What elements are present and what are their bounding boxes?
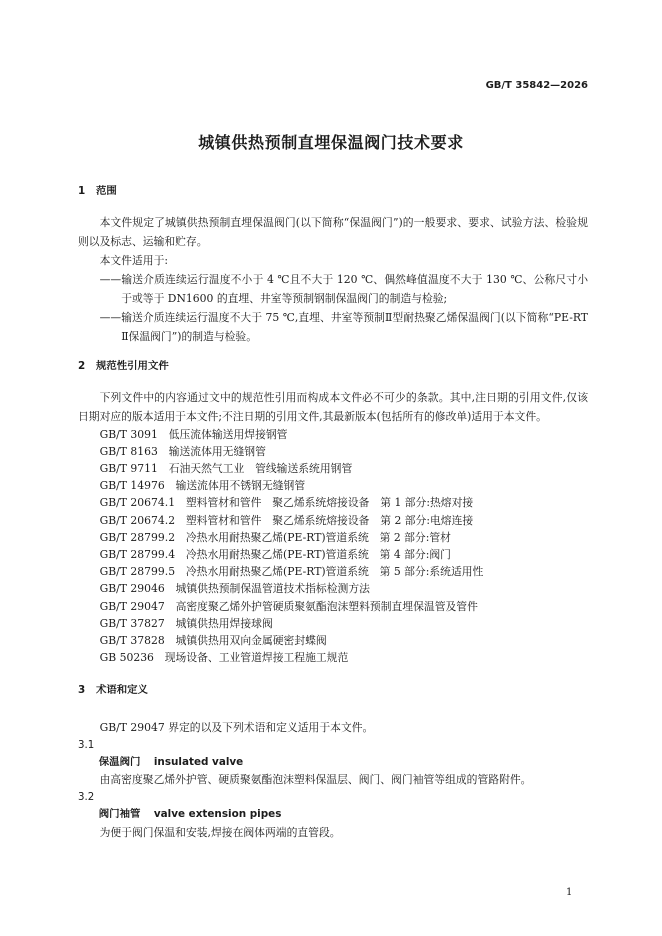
reference-list — [78, 426, 588, 667]
references-paragraph: 下列文件中的内容通过文中的规范性引用而构成本文件必不可少的条款。其中,注日期的引用文件,仅该日期对应的版本适用于本文件;不注日期的引用文件,其最新版本(包括所有的修改单)适用于本文件。 — [78, 390, 588, 423]
reference-title: 塑料管材和管件 聚乙烯系统熔接设备 第 2 部分:电熔连接 — [185, 513, 474, 527]
reference-code: GB/T 3091 — [99, 427, 158, 441]
section-number: 3 — [78, 684, 86, 697]
reference-item — [100, 443, 588, 460]
reference-code: GB 50236 — [99, 651, 154, 665]
reference-code: GB/T 29047 — [99, 599, 165, 613]
section-number: 2 — [78, 360, 86, 372]
section-heading — [78, 357, 588, 375]
reference-title: 现场设备、工业管道焊接工程施工规范 — [164, 651, 349, 665]
reference-title: 低压流体输送用焊接钢管 — [168, 427, 288, 441]
section-normative-references — [78, 357, 588, 666]
reference-title: 石油天然气工业 管线输送系统用钢管 — [168, 461, 353, 475]
reference-item — [100, 460, 588, 477]
reference-item — [100, 426, 588, 443]
term-chinese: 阀门袖管 — [98, 808, 141, 821]
reference-item — [100, 529, 588, 546]
document-body — [78, 182, 588, 841]
reference-item — [100, 546, 588, 563]
section-heading — [78, 681, 588, 699]
term-heading — [78, 806, 588, 823]
reference-item — [100, 477, 588, 494]
reference-code: GB/T 37827 — [99, 616, 165, 630]
reference-title: 城镇供热用焊接球阀 — [175, 616, 273, 630]
term-number: 3.2 — [78, 791, 95, 803]
section-heading — [78, 182, 588, 200]
reference-code: GB/T 37828 — [99, 633, 165, 647]
term-english: valve extension pipes — [153, 808, 282, 821]
term-chinese: 保温阀门 — [98, 755, 141, 768]
reference-title: 输送流体用无缝钢管 — [168, 444, 266, 458]
document-title: 城镇供热预制直埋保温阀门技术要求 — [198, 133, 464, 152]
list-item: ——输送介质连续运行温度不大于 75 ℃,直埋、井室等预制Ⅱ型耐热聚乙烯保温阀门(以下简称“PE-RT Ⅱ保温阀门”)的制造与检验。 — [99, 310, 588, 343]
reference-title: 冷热水用耐热聚乙烯(PE-RT)管道系统 第 5 部分:系统适用性 — [185, 565, 484, 579]
reference-title: 城镇供热预制保温管道技术指标检测方法 — [175, 582, 370, 596]
reference-item — [100, 580, 588, 597]
reference-item — [100, 512, 588, 529]
standard-number: GB/T 35842—2026 — [485, 80, 588, 91]
reference-code: GB/T 29046 — [99, 582, 165, 596]
section-terms-definitions — [78, 681, 588, 841]
section-title: 范围 — [96, 185, 117, 197]
reference-title: 塑料管材和管件 聚乙烯系统熔接设备 第 1 部分:热熔对接 — [185, 496, 474, 510]
scope-paragraph: 本文件规定了城镇供热预制直埋保温阀门(以下简称“保温阀门”)的一般要求、要求、试验方法、检验规则以及标志、运输和贮存。 — [78, 215, 588, 248]
reference-code: GB/T 28799.4 — [99, 547, 176, 561]
section-content — [78, 213, 588, 346]
reference-code: GB/T 8163 — [99, 444, 158, 458]
reference-code: GB/T 20674.1 — [99, 496, 176, 510]
reference-code: GB/T 9711 — [99, 461, 158, 475]
term-definition: 为便于阀门保温和安装,焊接在阀体两端的直管段。 — [99, 825, 341, 839]
terms-intro: GB/T 29047 界定的以及下列术语和定义适用于本文件。 — [99, 720, 374, 734]
reference-item — [100, 598, 588, 615]
section-number: 1 — [78, 185, 86, 197]
reference-item — [100, 632, 588, 649]
applicability-paragraph: 本文件适用于: — [99, 253, 169, 267]
reference-code: GB/T 28799.5 — [99, 565, 176, 579]
reference-item — [100, 649, 588, 666]
reference-title: 输送流体用不锈钢无缝钢管 — [175, 479, 306, 493]
term-number: 3.1 — [78, 739, 95, 751]
term-definition: 由高密度聚乙烯外护管、硬质聚氨酯泡沫塑料保温层、阀门、阀门袖管等组成的管路附件。 — [99, 773, 532, 787]
reference-title: 冷热水用耐热聚乙烯(PE-RT)管道系统 第 2 部分:管材 — [185, 530, 451, 544]
reference-item — [100, 563, 588, 580]
reference-code: GB/T 20674.2 — [99, 513, 176, 527]
list-item: ——输送介质连续运行温度不小于 4 ℃且不大于 120 ℃、偶然峰值温度不大于 130 ℃、公称尺寸小于或等于 DN1600 的直埋、井室等预制钢制保温阀门的制造与检验; — [99, 272, 588, 305]
term-english: insulated valve — [153, 755, 244, 768]
section-title: 术语和定义 — [96, 684, 148, 697]
reference-item — [100, 615, 588, 632]
reference-title: 冷热水用耐热聚乙烯(PE-RT)管道系统 第 4 部分:阀门 — [185, 547, 451, 561]
reference-item — [100, 494, 588, 511]
reference-code: GB/T 28799.2 — [99, 530, 176, 544]
term-list — [78, 737, 588, 841]
page-number: 1 — [566, 887, 573, 898]
section-scope — [78, 182, 588, 346]
reference-code: GB/T 14976 — [99, 479, 165, 493]
section-content — [78, 388, 588, 426]
reference-title: 城镇供热用双向金属硬密封蝶阀 — [175, 633, 327, 647]
term-heading — [78, 754, 588, 771]
reference-title: 高密度聚乙烯外护管硬质聚氨酯泡沫塑料预制直埋保温管及管件 — [175, 599, 478, 613]
section-title: 规范性引用文件 — [96, 360, 169, 372]
